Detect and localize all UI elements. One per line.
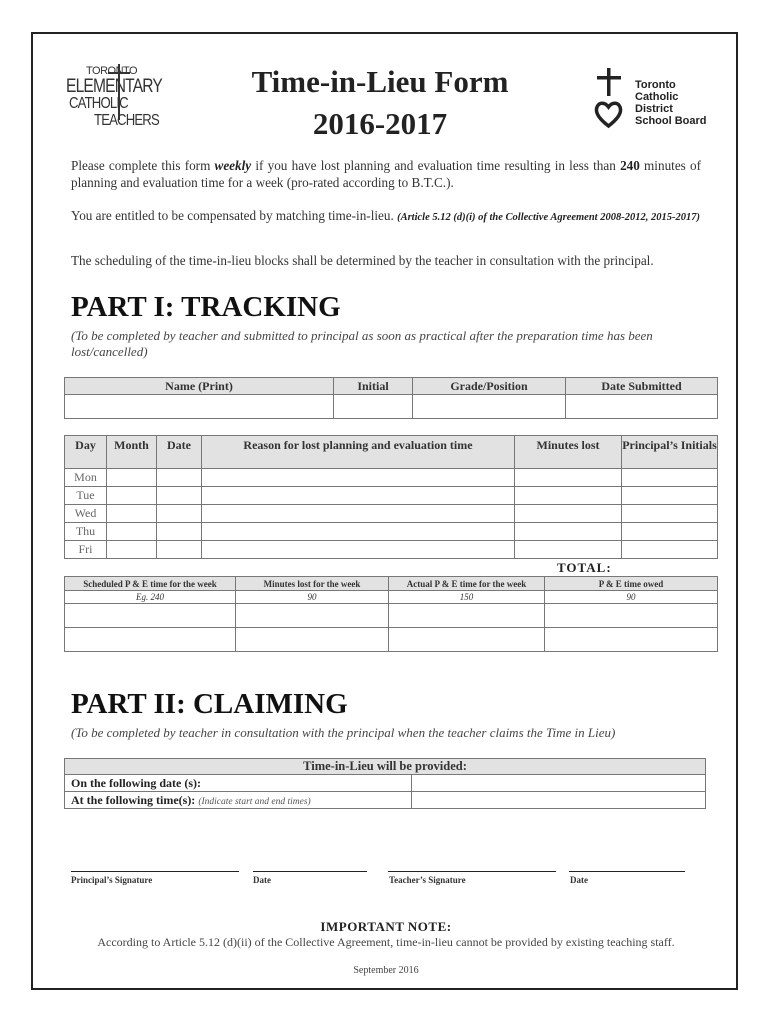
col-date-submitted: Date Submitted (566, 378, 718, 395)
minutes-lost-week-field[interactable] (236, 604, 389, 628)
important-note-heading: IMPORTANT NOTE: (320, 919, 452, 934)
day-label: Mon (65, 469, 107, 487)
claim-table (64, 758, 706, 809)
pe-owed-field[interactable] (545, 604, 718, 628)
date-field[interactable] (157, 523, 202, 541)
day-label: Thu (65, 523, 107, 541)
date-line-2[interactable] (569, 871, 685, 872)
tcdsb-line: Toronto (635, 79, 676, 91)
col-actual-pe: Actual P & E time for the week (389, 577, 545, 591)
reason-field[interactable] (202, 487, 515, 505)
initials-field[interactable] (622, 523, 718, 541)
claim-time-text: At the following time(s): (71, 792, 199, 807)
col-grade-position: Grade/Position (413, 378, 566, 395)
table-row (65, 469, 718, 487)
table-row (65, 505, 718, 523)
pe-summary-table (64, 576, 718, 652)
claim-date-field[interactable] (412, 775, 706, 792)
text: Please complete this form (71, 158, 215, 173)
minutes-lost-week-field[interactable] (236, 628, 389, 652)
grade-position-field[interactable] (413, 395, 566, 419)
name-field[interactable] (65, 395, 334, 419)
date-submitted-field[interactable] (566, 395, 718, 419)
actual-pe-field[interactable] (389, 628, 545, 652)
total-label: TOTAL: (557, 560, 612, 575)
claim-table-header: Time-in-Lieu will be provided: (65, 759, 706, 775)
col-minutes-lost: Minutes lost (515, 436, 622, 469)
text: You are entitled to be compensated by matching time-in-lieu. (71, 208, 398, 223)
reason-field[interactable] (202, 523, 515, 541)
tcdsb-line: School Board (635, 115, 707, 127)
minutes-field[interactable] (515, 469, 622, 487)
reason-field[interactable] (202, 505, 515, 523)
initials-field[interactable] (622, 541, 718, 559)
text: if you have lost planning and evaluation time resulting in less than (251, 158, 621, 173)
table-row (65, 487, 718, 505)
month-field[interactable] (107, 523, 157, 541)
date-label-1: Date (253, 875, 271, 885)
footer-date: September 2016 (353, 965, 419, 976)
col-principal-initials: Principal’s Initials (622, 436, 718, 469)
date-field[interactable] (157, 505, 202, 523)
initial-field[interactable] (334, 395, 413, 419)
claim-time-field[interactable] (412, 792, 706, 809)
col-date: Date (157, 436, 202, 469)
month-field[interactable] (107, 469, 157, 487)
date-field[interactable] (157, 469, 202, 487)
table-row (65, 541, 718, 559)
date-label-2: Date (570, 875, 588, 885)
principal-signature-line[interactable] (71, 871, 239, 872)
example-value: Eg. 240 (65, 591, 236, 604)
actual-pe-field[interactable] (389, 604, 545, 628)
article-citation: (Article 5.12 (d)(i) of the Collective Agreement 2008-2012, 2015-2017) (397, 212, 700, 223)
example-value: 150 (389, 591, 545, 604)
col-reason: Reason for lost planning and evaluation time (202, 436, 515, 469)
form-year: 2016-2017 (312, 106, 448, 141)
minutes-field[interactable] (515, 505, 622, 523)
table-row (65, 628, 718, 652)
tcdsb-line: District (635, 103, 673, 115)
table-row (65, 604, 718, 628)
table-row (65, 523, 718, 541)
logo-text-teachers: TEACHERS (94, 112, 159, 129)
text: minutes of planning and evaluation time for a week (pro-rated according to B.T.C.). (71, 158, 701, 190)
intro-paragraph-scheduling: The scheduling of the time-in-lieu blocks shall be determined by the teacher in consultation with the principal. (71, 253, 654, 268)
emphasis-minutes: 240 (620, 158, 640, 173)
reason-field[interactable] (202, 541, 515, 559)
scheduled-pe-field[interactable] (65, 604, 236, 628)
claim-time-label (65, 792, 412, 809)
initials-field[interactable] (622, 487, 718, 505)
day-label: Fri (65, 541, 107, 559)
tcdsb-cross-heart-icon (594, 66, 634, 130)
etfo-logo (66, 62, 162, 132)
principal-signature-label: Principal’s Signature (71, 875, 153, 885)
col-month: Month (107, 436, 157, 469)
teacher-signature-label: Teacher’s Signature (389, 875, 466, 885)
intro-paragraph-entitlement (71, 207, 701, 226)
col-initial: Initial (334, 378, 413, 395)
col-pe-owed: P & E time owed (545, 577, 718, 591)
teacher-info-table (64, 377, 718, 419)
day-label: Tue (65, 487, 107, 505)
month-field[interactable] (107, 505, 157, 523)
minutes-field[interactable] (515, 487, 622, 505)
important-note-text: According to Article 5.12 (d)(ii) of the Collective Agreement, time-in-lieu cannot be provided by existing teaching staff. (97, 935, 675, 949)
reason-field[interactable] (202, 469, 515, 487)
scheduled-pe-field[interactable] (65, 628, 236, 652)
col-name: Name (Print) (65, 378, 334, 395)
month-field[interactable] (107, 487, 157, 505)
teacher-signature-line[interactable] (388, 871, 556, 872)
date-field[interactable] (157, 541, 202, 559)
logo-text-elementary: ELEMENTARY (66, 76, 162, 97)
logo-text-catholic: CATHOLIC (69, 95, 128, 112)
minutes-field[interactable] (515, 523, 622, 541)
col-minutes-lost-week: Minutes lost for the week (236, 577, 389, 591)
claim-date-label: On the following date (s): (65, 775, 412, 792)
emphasis-weekly: weekly (214, 158, 252, 173)
col-scheduled-pe: Scheduled P & E time for the week (65, 577, 236, 591)
day-label: Wed (65, 505, 107, 523)
date-field[interactable] (157, 487, 202, 505)
initials-field[interactable] (622, 469, 718, 487)
part2-subtitle: (To be completed by teacher in consultation with the principal when the teacher claims the Time in Lieu) (71, 725, 616, 740)
minutes-field[interactable] (515, 541, 622, 559)
tcdsb-logo (594, 66, 714, 130)
lost-time-table (64, 435, 718, 559)
pe-owed-field[interactable] (545, 628, 718, 652)
example-row (65, 591, 718, 604)
part1-subtitle: (To be completed by teacher and submitted to principal as soon as practical after the preparation time has been lost/cancelled) (71, 328, 653, 359)
tcdsb-line: Catholic (635, 91, 679, 103)
logo-text-toronto: TORONTO (86, 65, 138, 77)
tcdsb-text (635, 79, 707, 127)
example-value: 90 (545, 591, 718, 604)
col-day: Day (65, 436, 107, 469)
example-value: 90 (236, 591, 389, 604)
intro-paragraph-weekly (71, 157, 701, 191)
part1-heading: PART I: TRACKING (71, 291, 341, 323)
claim-time-hint: (Indicate start and end times) (198, 796, 311, 807)
form-title: Time-in-Lieu Form (251, 64, 509, 99)
date-line-1[interactable] (253, 871, 367, 872)
part2-heading: PART II: CLAIMING (71, 688, 348, 720)
month-field[interactable] (107, 541, 157, 559)
initials-field[interactable] (622, 505, 718, 523)
